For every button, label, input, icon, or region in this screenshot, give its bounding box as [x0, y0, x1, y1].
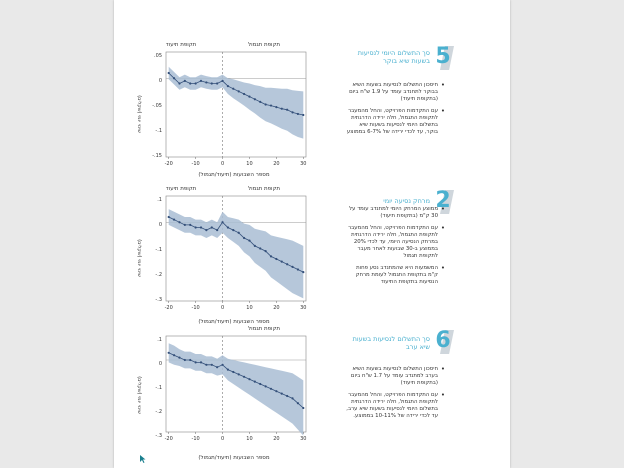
- data-point: [265, 385, 267, 387]
- y-tick-label: -.2: [155, 272, 162, 278]
- data-point: [248, 240, 250, 242]
- y-tick-labels: [155, 197, 162, 303]
- data-point: [286, 263, 288, 265]
- y-tick-label: -.15: [152, 153, 162, 159]
- y-tick-label: -.1: [155, 385, 162, 391]
- data-point: [227, 369, 229, 371]
- chart-evening-peak-payment: [126, 320, 314, 468]
- data-point: [286, 395, 288, 397]
- y-axis-label: שינוי יומי (שקלים): [136, 95, 142, 133]
- data-point: [189, 224, 191, 226]
- section-number: 5: [435, 44, 451, 69]
- y-axis-label: שינוי יומי (שקלים): [136, 376, 142, 414]
- bullet-list: [346, 206, 446, 291]
- bullet-item: • עם התקדמות הפרויקט, והחל מהמעבר לתקופת התגמול, חלה ירידה הדרגתית בתשלום היומי לנסיעות בשעות שיא בוקר, עד לכדי ירידה של 7%-6 בממוצע: [346, 108, 438, 136]
- data-point: [200, 226, 202, 228]
- data-point: [259, 101, 261, 103]
- data-point: [291, 397, 293, 399]
- bullet-item: • עם התקדמות הפרויקט, והחל מהמעבר לתקופת התגמול, חלה ירידה הדרגתית במרחק הנסיעה היומי, עד לכדי 20% בממוצע ב-30 שבועות לאחר מעבר לתקופת תגמול: [346, 225, 438, 260]
- x-tick-label: 20: [273, 436, 280, 442]
- data-point: [302, 114, 304, 116]
- data-point: [232, 229, 234, 231]
- data-point: [243, 376, 245, 378]
- section-morning-peak: [346, 40, 506, 190]
- data-point: [227, 85, 229, 87]
- confidence-band: [169, 67, 304, 139]
- y-tick-label: .1: [157, 337, 162, 343]
- data-point: [221, 364, 223, 366]
- data-point: [205, 229, 207, 231]
- data-point: [168, 216, 170, 218]
- data-point: [205, 364, 207, 366]
- data-point: [286, 109, 288, 111]
- x-tick-label: -20: [164, 161, 173, 167]
- section-number: 6: [435, 328, 451, 353]
- data-point: [265, 250, 267, 252]
- section-daily-distance: [346, 186, 506, 326]
- data-point: [254, 381, 256, 383]
- data-point: [195, 361, 197, 363]
- section-evening-peak: [346, 326, 506, 466]
- x-tick-label: 0: [220, 436, 225, 442]
- data-point: [178, 357, 180, 359]
- confidence-band: [169, 343, 304, 435]
- section-number-badge: [434, 330, 454, 354]
- y-tick-label: .05: [154, 53, 162, 59]
- data-point: [297, 268, 299, 270]
- data-point: [221, 80, 223, 82]
- data-point: [281, 393, 283, 395]
- data-point: [270, 255, 272, 257]
- data-point: [221, 221, 223, 223]
- x-tick-label: 0: [220, 305, 225, 311]
- data-point: [275, 390, 277, 392]
- x-tick-label: -10: [191, 436, 200, 442]
- x-tick-label: 30: [300, 436, 307, 442]
- data-point: [200, 80, 202, 82]
- data-point: [184, 224, 186, 226]
- data-point: [227, 226, 229, 228]
- y-tick-label: 0: [158, 222, 162, 228]
- data-point: [248, 378, 250, 380]
- x-tick-label: 30: [300, 161, 307, 167]
- y-tick-label: 0: [158, 78, 162, 84]
- data-point: [275, 258, 277, 260]
- plot-area: [165, 52, 307, 167]
- data-point: [270, 104, 272, 106]
- x-tick-label: 30: [300, 305, 307, 311]
- data-point: [184, 359, 186, 361]
- y-tick-label: -.1: [155, 128, 162, 134]
- data-point: [200, 361, 202, 363]
- data-point: [195, 82, 197, 84]
- y-tick-label: -.2: [155, 409, 162, 415]
- data-point: [189, 82, 191, 84]
- data-point: [232, 371, 234, 373]
- bullet-item: • חיסכון התשלום לנסיעות בשעות השיא בבוקר לתחנדב עומד על 1.9 ש"ח ביום (בתקופת תיעוד): [346, 82, 438, 103]
- data-point: [173, 354, 175, 356]
- x-tick-label: -20: [164, 305, 173, 311]
- section-number-badge: [434, 46, 454, 70]
- document-page: [114, 0, 510, 468]
- period-label-reward: תקופת תגמול: [247, 186, 281, 192]
- data-point: [173, 77, 175, 79]
- y-tick-labels: [152, 53, 162, 159]
- chart-daily-distance: [126, 180, 314, 330]
- data-point: [243, 93, 245, 95]
- data-point: [291, 266, 293, 268]
- data-point: [216, 229, 218, 231]
- x-axis-label: מספר השבועות (תיעוד/תגמול): [198, 455, 270, 461]
- x-axis-label: מספר השבועות (תיעוד/תגמול): [198, 319, 270, 325]
- data-point: [216, 82, 218, 84]
- data-point: [178, 221, 180, 223]
- data-point: [254, 245, 256, 247]
- section-header: מרחק נסיעה יומי: [383, 197, 430, 205]
- y-tick-labels: [155, 337, 162, 439]
- x-tick-label: -10: [191, 161, 200, 167]
- data-point: [297, 402, 299, 404]
- data-point: [232, 88, 234, 90]
- data-point: [205, 81, 207, 83]
- bullet-item: • ממוצע המרחק היומי למתנדב עומד על 30 ק"מ (בתקופת תיעוד): [346, 206, 438, 220]
- y-tick-label: -.3: [155, 297, 162, 303]
- y-axis-label: שינוי יומי (שקלים): [136, 239, 142, 277]
- data-point: [265, 103, 267, 105]
- bullet-item: • עם התקדמות הפרויקט, והחל מהמעבר לתקופת התגמול, חלה ירידה הדרגתית בתשלום היומי לנסיעות בשעות שיא ערב, עד לכדי ירידה של 11%-10 בממוצע.: [346, 392, 438, 420]
- section-header: סך התשלום לנסיעות בשעות שיא ערב: [352, 335, 430, 351]
- data-point: [275, 106, 277, 108]
- data-point: [211, 82, 213, 84]
- y-tick-label: -.3: [155, 433, 162, 439]
- y-tick-label: -.05: [152, 103, 162, 109]
- section-header: סך התשלום היומי לנסיעות בשעות שיא בוקר: [357, 49, 430, 65]
- x-tick-label: 10: [246, 305, 253, 311]
- data-point: [211, 226, 213, 228]
- bullet-list: [346, 366, 446, 425]
- x-tick-label: 20: [273, 161, 280, 167]
- period-label-reward: תקופת תגמול: [247, 326, 281, 332]
- data-point: [254, 98, 256, 100]
- data-point: [243, 237, 245, 239]
- x-tick-label: 10: [246, 161, 253, 167]
- y-tick-label: .1: [157, 197, 162, 203]
- data-point: [238, 90, 240, 92]
- data-point: [302, 271, 304, 273]
- bullet-list: [346, 82, 446, 141]
- y-tick-label: -.1: [155, 247, 162, 253]
- data-point: [281, 108, 283, 110]
- data-point: [168, 352, 170, 354]
- data-point: [238, 232, 240, 234]
- chart-morning-peak-payment: [126, 36, 314, 186]
- data-point: [248, 96, 250, 98]
- x-tick-label: 0: [220, 161, 225, 167]
- x-tick-label: -10: [191, 305, 200, 311]
- data-point: [259, 247, 261, 249]
- data-point: [270, 388, 272, 390]
- period-label-documentation: תקופת תיעוד: [165, 42, 197, 48]
- data-point: [178, 82, 180, 84]
- data-point: [259, 383, 261, 385]
- section-number: 2: [435, 188, 451, 213]
- data-point: [189, 359, 191, 361]
- period-label-documentation: תקופת תיעוד: [165, 186, 197, 192]
- period-label-reward: תקופת תגמול: [247, 42, 281, 48]
- data-point: [184, 80, 186, 82]
- data-point: [168, 72, 170, 74]
- data-point: [173, 219, 175, 221]
- data-point: [238, 373, 240, 375]
- data-point: [195, 226, 197, 228]
- plot-area: [165, 336, 307, 442]
- bullet-item: • חיסכון התשלום לנסיעות בשעות השיא בערב למתנדב עומד על 1.7 ש"ח ביום (בתקופת תיעוד): [346, 366, 438, 387]
- data-point: [291, 111, 293, 113]
- data-point: [216, 366, 218, 368]
- data-point: [281, 261, 283, 263]
- x-tick-label: 20: [273, 305, 280, 311]
- data-point: [297, 113, 299, 115]
- data-point: [211, 364, 213, 366]
- bullet-item: • המשמעות היא שהמתנדב נסע פחות ק"מ בתקופת התגמול לעומת מרחק הנסיעות בתקופת התיעוד: [346, 265, 438, 286]
- mouse-cursor-icon: [140, 455, 146, 463]
- y-tick-label: 0: [158, 361, 162, 367]
- plot-area: [165, 196, 307, 311]
- x-axis-label: מספר השבועות (תיעוד/תגמול): [198, 172, 270, 178]
- data-point: [302, 407, 304, 409]
- x-tick-label: 10: [246, 436, 253, 442]
- x-tick-label: -20: [164, 436, 173, 442]
